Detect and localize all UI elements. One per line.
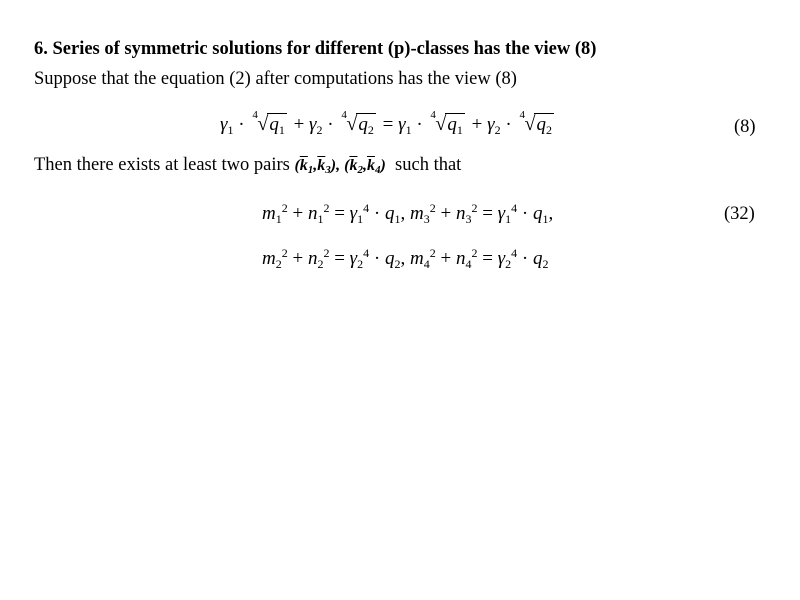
- fourth-root: 4 √ $q_1$: [430, 109, 463, 137]
- equation-32-line-2: $m_2^2 + n_2^2 = \gamma_2^4 \cdot q_2$, $m_4^2 + n_4^2 = \gamma_2^4 \cdot q_2$: [262, 246, 549, 271]
- fourth-root: 4 √ $q_1$: [252, 109, 285, 137]
- condition-paragraph: [34, 155, 461, 176]
- section-heading: 6. Series of symmetric solutions for different (p)-classes has the view (8): [34, 39, 597, 59]
- equation-number-32: (32): [724, 204, 755, 224]
- fourth-root: 4 √ $q_2$: [519, 109, 552, 137]
- equation-32-line-1: $m_1^2 + n_1^2 = \gamma_1^4 \cdot q_1$, $m_3^2 + n_3^2 = \gamma_1^4 \cdot q_1$,: [262, 201, 554, 226]
- equation-number-8: (8): [734, 117, 756, 137]
- condition-suffix: such that: [395, 155, 462, 175]
- fourth-root: 4 √ $q_2$: [341, 109, 374, 137]
- condition-prefix: Then there exists at least two pairs: [34, 155, 290, 175]
- index-pairs: $(\overline{k}_1,\overline{k}_3)$, $(\overline{k}_2,\overline{k}_4)$: [294, 157, 386, 176]
- intro-paragraph: Suppose that the equation (2) after computations has the view (8): [34, 69, 517, 89]
- equation-8: $\gamma_1$ · 4 √ $q_1 + \gamma_2$ · 4 √ $q_2 = \gamma_1$ · 4 √ $q_1 + \gamma_2$ · 4 √ $q_2$: [220, 109, 552, 137]
